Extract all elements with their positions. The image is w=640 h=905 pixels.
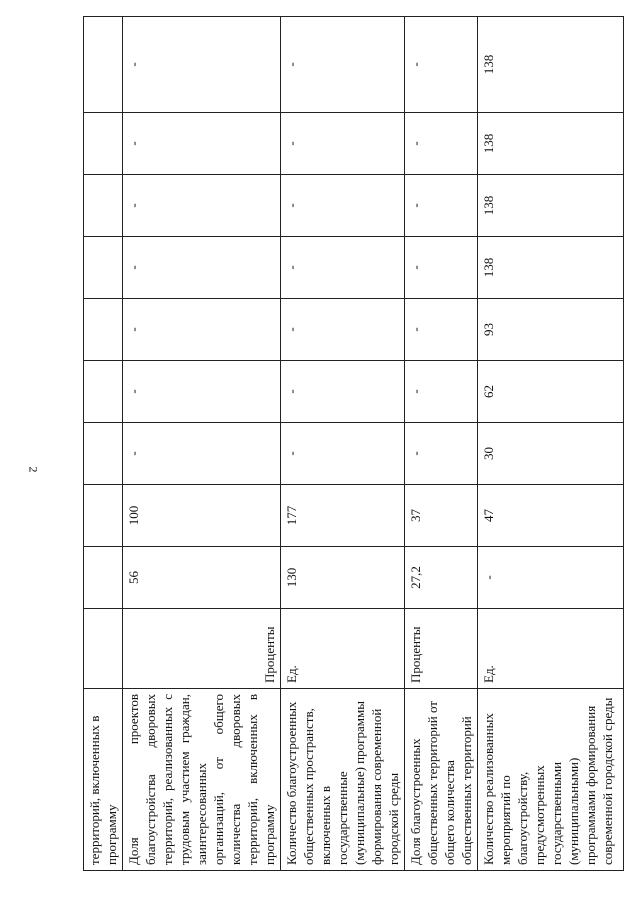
value-cell — [84, 423, 123, 485]
indicator-name: территорий, включенных в программу — [84, 689, 123, 871]
value-cell: - — [281, 361, 405, 423]
value-cell — [84, 17, 123, 113]
value-cell: 27,2 — [405, 547, 478, 609]
value-cell: - — [281, 237, 405, 299]
table-row — [478, 17, 624, 871]
value-cell — [84, 361, 123, 423]
value-cell: - — [281, 175, 405, 237]
unit-cell: Проценты — [405, 609, 478, 689]
indicator-name: Доля проектов благоустройства дворовых территорий, реализованных с трудовым участием граждан, заинтересованных организаций, от общего количества дворовых территорий, включенных в программу — [123, 689, 281, 871]
value-cell: - — [405, 113, 478, 175]
value-cell: - — [123, 17, 281, 113]
value-cell: - — [123, 299, 281, 361]
value-cell: 138 — [478, 175, 624, 237]
table-row — [405, 17, 478, 871]
value-cell: 130 — [281, 547, 405, 609]
unit-cell — [84, 609, 123, 689]
value-cell: - — [281, 113, 405, 175]
value-cell: 37 — [405, 485, 478, 547]
value-cell: - — [405, 237, 478, 299]
value-cell: - — [405, 423, 478, 485]
table-row — [123, 17, 281, 871]
unit-cell: Проценты — [123, 609, 281, 689]
value-cell: - — [405, 361, 478, 423]
value-cell: - — [123, 113, 281, 175]
value-cell — [84, 299, 123, 361]
value-cell: - — [281, 299, 405, 361]
value-cell: 138 — [478, 17, 624, 113]
value-cell: - — [281, 17, 405, 113]
value-cell: 47 — [478, 485, 624, 547]
indicators-table — [83, 16, 624, 871]
value-cell — [84, 237, 123, 299]
table-row — [281, 17, 405, 871]
indicator-name: Количество реализованных мероприятий по благоустройству, предусмотренных государственными (муниципальными) программами формирования современной городской среды — [478, 689, 624, 871]
table-row — [84, 17, 123, 871]
value-cell: - — [123, 175, 281, 237]
value-cell: - — [405, 17, 478, 113]
value-cell: - — [405, 175, 478, 237]
value-cell: 177 — [281, 485, 405, 547]
value-cell: - — [123, 237, 281, 299]
value-cell: - — [281, 423, 405, 485]
value-cell: - — [478, 547, 624, 609]
page-number: 2 — [26, 466, 41, 473]
value-cell: 100 — [123, 485, 281, 547]
value-cell: - — [123, 423, 281, 485]
value-cell: 138 — [478, 237, 624, 299]
value-cell — [84, 547, 123, 609]
value-cell: 62 — [478, 361, 624, 423]
value-cell: 138 — [478, 113, 624, 175]
value-cell: - — [405, 299, 478, 361]
value-cell — [84, 113, 123, 175]
value-cell: 93 — [478, 299, 624, 361]
unit-cell: Ед. — [478, 609, 624, 689]
value-cell — [84, 485, 123, 547]
value-cell: - — [123, 361, 281, 423]
indicator-name: Доля благоустроенных общественных территорий от общего количества общественных территорий — [405, 689, 478, 871]
value-cell: 30 — [478, 423, 624, 485]
rotated-table-container — [83, 54, 615, 871]
unit-cell: Ед. — [281, 609, 405, 689]
indicator-name: Количество благоустроенных общественных пространств, включенных в государственные (муниципальные) программы формирования современной городской среды — [281, 689, 405, 871]
value-cell — [84, 175, 123, 237]
value-cell: 56 — [123, 547, 281, 609]
